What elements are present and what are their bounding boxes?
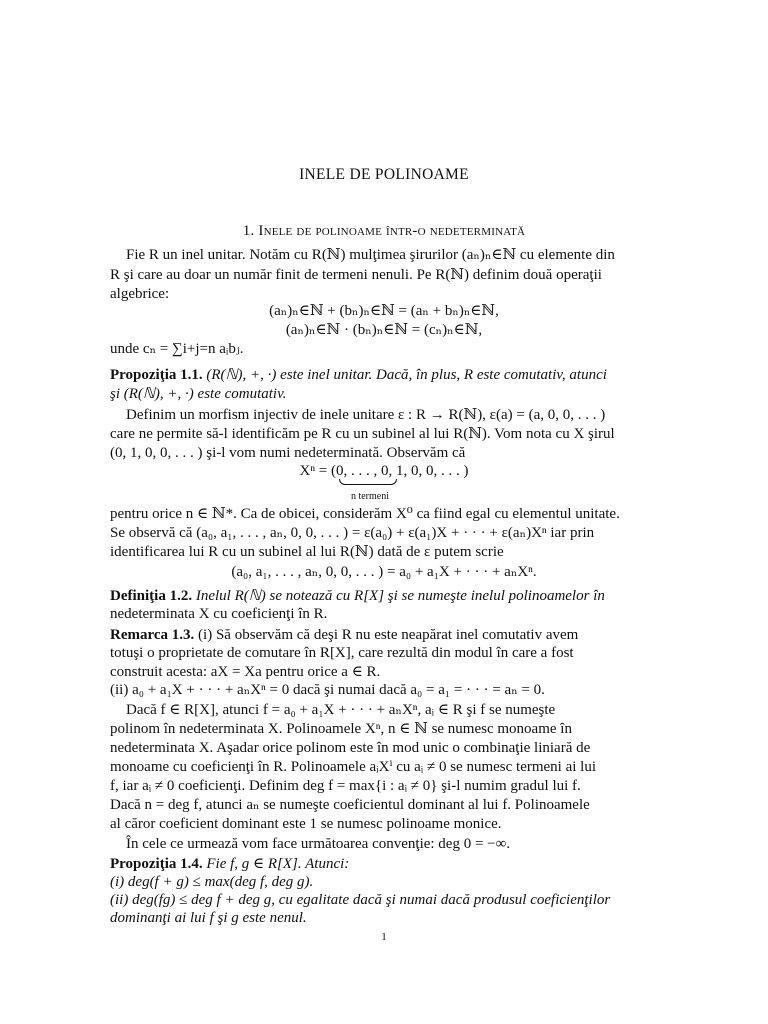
remark-text: (i) Să observăm că deşi R nu este neapărat inel comutativ avem bbox=[198, 627, 579, 643]
text-line: Fie R un inel unitar. Notăm cu R(ℕ) mulţimea şirurilor (aₙ)ₙ∈ℕ cu elemente din bbox=[126, 247, 615, 263]
remark-heading: Remarca 1.3. bbox=[110, 627, 195, 643]
text-line: identificarea lui R cu un subinel al lui R(ℕ) dată de ε putem scrie bbox=[110, 544, 504, 560]
text-line: al căror coeficient dominant este 1 se numesc polinoame monice. bbox=[110, 816, 502, 832]
text-line: totuşi o proprietate de comutare în R[X], care rezultă din modul în care a fost bbox=[110, 645, 574, 661]
text-line: nedeterminata X. Aşadar orice polinom este în mod unic o combinaţie liniară de bbox=[110, 740, 591, 756]
underbrace-label: n termeni bbox=[350, 491, 390, 502]
proposition-item: (ii) deg(fg) ≤ deg f + deg g, cu egalitate dacă şi numai dacă produsul coeficienţilor bbox=[110, 892, 611, 908]
text-line: (ii) a₀ + a₁X + · · · + aₙXⁿ = 0 dacă şi numai dacă a₀ = a₁ = · · · = aₙ = 0. bbox=[110, 682, 545, 698]
underbrace bbox=[339, 479, 397, 485]
text-line: Definim un morfism injectiv de inele unitare ε : R → R(ℕ), ε(a) = (a, 0, 0, . . . ) bbox=[126, 407, 606, 423]
proposition-1-4 bbox=[110, 855, 658, 873]
equation-monomial: Xⁿ = (0, . . . , 0, 1, 0, 0, . . . ) bbox=[299, 463, 469, 479]
text-line: nedeterminata X cu coeficienţi în R. bbox=[110, 606, 328, 622]
definition-text: Inelul R(ℕ) se notează cu R[X] şi se numeşte inelul polinoamelor în bbox=[195, 588, 605, 604]
proposition-text: (R(ℕ), +, ·) este inel unitar. Dacă, în plus, R este comutativ, atunci bbox=[206, 367, 607, 383]
text-line: f, iar aᵢ ≠ 0 coeficienţi. Definim deg f = max{i : aᵢ ≠ 0} şi-l numim gradul lui f. bbox=[110, 778, 581, 794]
text-line: algebrice: bbox=[110, 286, 170, 302]
proposition-heading: Propoziţia 1.4. bbox=[110, 856, 203, 872]
equation-identification: (a₀, a₁, . . . , aₙ, 0, 0, . . . ) = a₀ + a₁X + · · · + aₙXⁿ. bbox=[231, 564, 537, 580]
proposition-text: şi (R(ℕ), +, ·) este comutativ. bbox=[110, 386, 287, 402]
equation-product: (aₙ)ₙ∈ℕ · (bₙ)ₙ∈ℕ = (cₙ)ₙ∈ℕ, bbox=[285, 322, 483, 338]
text-line: Dacă f ∈ R[X], atunci f = a₀ + a₁X + · · · + aₙXⁿ, aᵢ ∈ R şi f se numeşte bbox=[126, 702, 556, 718]
proposition-item: (i) deg(f + g) ≤ max(deg f, deg g). bbox=[110, 874, 314, 890]
definition-heading: Definiţia 1.2. bbox=[110, 588, 193, 604]
text-line: care ne permite să-l identificăm pe R cu un subinel al lui R(ℕ). Vom nota cu X şirul bbox=[110, 426, 615, 442]
text-line: (0, 1, 0, 0, . . . ) şi-l vom numi nedeterminată. Observăm că bbox=[110, 445, 466, 461]
proposition-1-1 bbox=[110, 366, 658, 384]
text-line: pentru orice n ∈ ℕ*. Ca de obicei, considerăm X⁰ ca fiind egal cu elementul unitate. bbox=[110, 506, 620, 522]
section-heading: 1. Inele de polinoame într-o nedeterminată bbox=[242, 223, 526, 239]
text-line: construit acesta: aX = Xa pentru orice a ∈ R. bbox=[110, 664, 381, 680]
remark-1-3 bbox=[110, 626, 658, 644]
proposition-text: Fie f, g ∈ R[X]. Atunci: bbox=[206, 856, 350, 872]
text-line: unde cₙ = ∑i+j=n aᵢbⱼ. bbox=[110, 341, 244, 357]
document-title: INELE DE POLINOAME bbox=[299, 166, 469, 183]
text-line: R şi care au doar un număr finit de termeni nenuli. Pe R(ℕ) definim două operaţii bbox=[110, 267, 602, 283]
text-line: Dacă n = deg f, atunci aₙ se numeşte coeficientul dominant al lui f. Polinoamele bbox=[110, 797, 590, 813]
proposition-heading: Propoziţia 1.1. bbox=[110, 367, 203, 383]
proposition-item: dominanţi ai lui f şi g este nenul. bbox=[110, 910, 307, 926]
document-page bbox=[110, 0, 658, 1024]
text-line: monoame cu coeficienţi în R. Polinoamele aᵢXⁱ cu aᵢ ≠ 0 se numesc termeni ai lui bbox=[110, 759, 597, 775]
definition-1-2 bbox=[110, 587, 658, 605]
equation-sum: (aₙ)ₙ∈ℕ + (bₙ)ₙ∈ℕ = (aₙ + bₙ)ₙ∈ℕ, bbox=[269, 303, 499, 319]
text-line: În cele ce urmează vom face următoarea convenţie: deg 0 = −∞. bbox=[126, 836, 511, 852]
text-line: polinom în nedeterminata X. Polinoamele Xⁿ, n ∈ ℕ se numesc monoame în bbox=[110, 721, 572, 737]
page-number: 1 bbox=[381, 931, 387, 943]
text-line: Se observă că (a₀, a₁, . . . , aₙ, 0, 0, . . . ) = ε(a₀) + ε(a₁)X + · · · + ε(aₙ)Xⁿ iar prin bbox=[110, 525, 595, 541]
